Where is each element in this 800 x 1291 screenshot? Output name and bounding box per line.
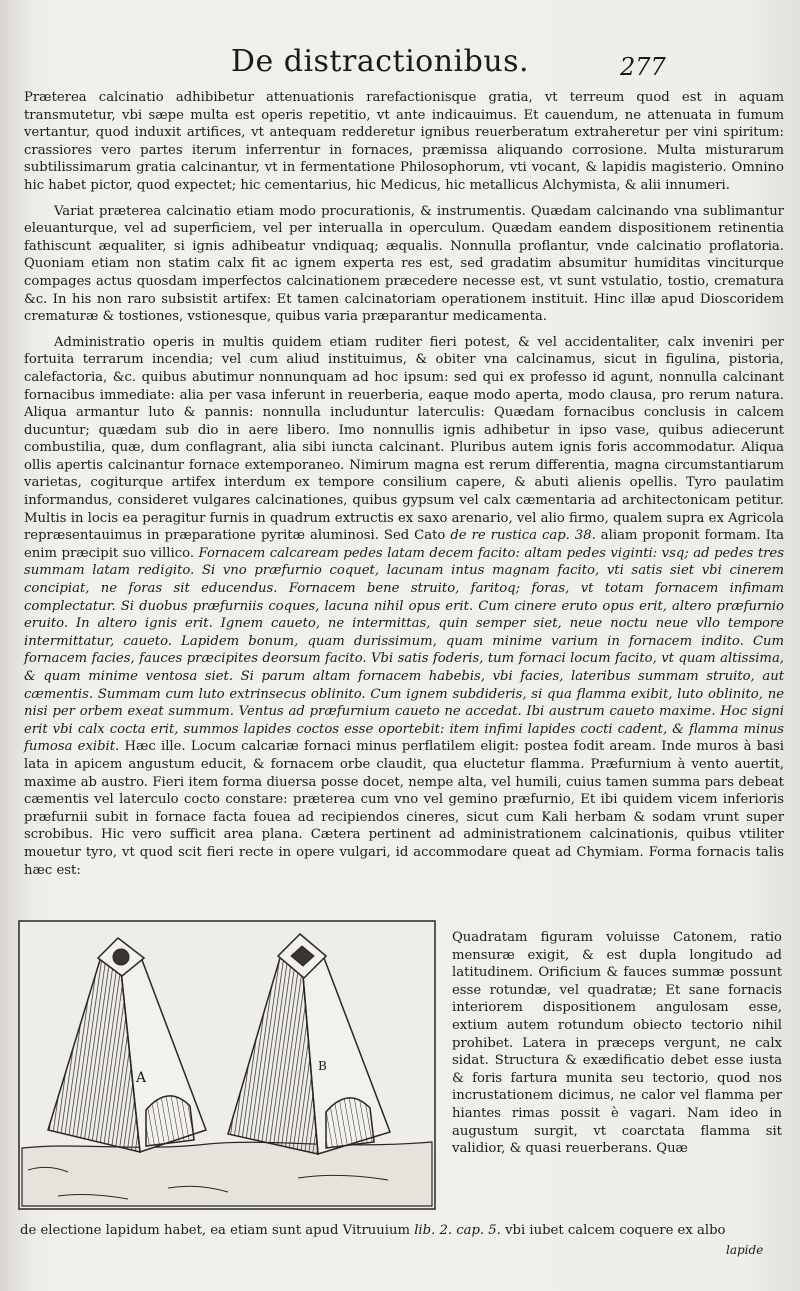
closing-text-b: vbi iubet calcem coquere ex albo xyxy=(505,1223,726,1238)
side-column xyxy=(452,929,782,1158)
citation-vitruvius: lib. 2. cap. 5. xyxy=(414,1223,501,1238)
closing-line xyxy=(20,1222,785,1240)
paragraph-2: Variat præterea calcinatio etiam modo procurationis, & instrumentis. Quædam calcinando vna sublimantur eleuanturque, vel ad superficiem, vel per interualla in operculum. Quædam eandem dispositionem retinentia fathiscunt æqualiter, si ignis adhibeatur vndiquaq; æqualis. Nonnulla proflantur, vnde calcinatio proflatoria. Quoniam etiam non statim calx fit ac ignem experta res est, sed gradatim absumitur humiditas vinciturque compages actus quosdam imperfectos calcinationem præcedere necesse est, vt sunt vstulatio, tostio, crematura &c. In his non raro subsistit artifex: Et tamen calcinatoriam operationem instituit. Hinc illæ apud Dioscoridem crematuræ & tostiones, vstionesque, quibus varia præparantur medicamenta. xyxy=(24,203,784,325)
paragraph-3 xyxy=(24,334,784,879)
running-title: De distractionibus. xyxy=(230,44,530,79)
side-paragraph: Quadratam figuram voluisse Catonem, ratio mensuræ exigit, & est dupla longitudo ad latitudinem. Orificium & fauces summæ possunt esse rotundæ, vel quadratæ; Et sane fornacis interiorem dispositionem angulosam esse, extium autem rotundum obiecto tectorio nihil prohibet. Latera in præceps vergunt, ne calx sidat. Structura & exædificatio debet esse iusta & foris fartura munita seu tectorio, quod nos incrustationem dicimus, ne calor vel flamma per hiantes rimas possit è vagari. Nam ideo in augustum surgit, vt coarctata flamma sit validior, & quasi reuerberans. Quæ xyxy=(452,930,782,1157)
furnace-a-mouth xyxy=(146,1096,194,1146)
paragraph-1: Præterea calcinatio adhibibetur attenuationis rarefactionisque gratia, vt terreum quod est in aquam transmutetur, vbi sæpe multa est operis repetitio, vt ante indicauimus. Et cauendum, ne attenuata in fumum vertantur, quod induxit artifices, vt antequam redderetur ignibus reuerberatum extraheretur per vini spiritum: crassiores vero partes iterum inferrentur in fornaces, præmissa aliquando corrosione. Multa misturarum subtilissimarum gratia calcinantur, vt in fermentatione Philosophorum, vti vocant, & lapidis magisterio. Omnino hic habet pictor, quod expectet; hic cementarius, hic Medicus, hic metallicus Alchymista, & alii innumeri. xyxy=(24,90,784,193)
label-b: B xyxy=(318,1059,327,1073)
paragraph-3-text-b: aliam proponit formam. Ita enim præcipit suo villico. xyxy=(24,528,784,561)
furnace-woodcut xyxy=(18,920,436,1210)
furnace-illustration xyxy=(18,920,436,1210)
page-number: 277 xyxy=(620,53,666,81)
citation-cato: de re rustica cap. 38. xyxy=(450,528,596,544)
ground xyxy=(22,1142,432,1206)
label-a: A xyxy=(136,1070,147,1086)
cato-quotation: Fornacem calcaream pedes latam decem facito: altam pedes viginti: vsq; ad pedes tres summam latam redigito. Si vno præfurnio coquet, lacunam intus magnam facito, vti satis siet vbi cinerem concipiat, ne foras sit educendus. Fornacem bene struito, faritoq; foras, vt totam fornacem infimam complectatur. Si duobus præfurniis coques, lacuna nihil opus erit. Cum cinere eruto opus erit, altero præfurnio eruito. In altero ignis erit. Ignem caueto, ne intermittas, quin semper siet, neue noctu neue vllo tempore intermittatur, caueto. Lapidem bonum, quam durissimum, quam minime varium in fornacem indito. Cum fornacem facies, fauces præcipites deorsum facito. Vbi satis foderis, tum fornaci locum facito, vt quam altissima, & quam minime ventosa siet. Si parum altam fornacem habebis, vbi facies, lateribus summam struito, aut cæmentis. Summam cum luto extrinsecus oblinito. Cum ignem subdideris, si qua flamma exibit, luto oblinito, ne nisi per orbem exeat summum. Ventus ad præfurnium caueto ne accedat. Ibi austrum caueto maxime. Hoc signi erit vbi calx cocta erit, summos lapides coctos esse oportebit: item infimi lapides cocti cadent, & flamma minus fumosa exibit. xyxy=(24,545,784,755)
paragraph-3-text-c: Hæc ille. Locum calcariæ fornaci minus perflatilem eligit: postea fodit aream. Inde muros à basi lata in apicem angustum educit, & fornacem orbe claudit, qua eluctetur flamma. Præfurnium à vento auertit, maxime ab austro. Fieri item forma diuersa posse docet, nempe alta, vel humili, cuius tamen summa pars debeat cæmentis vel laterculo cocto constare: præterea cum vno vel gemino præfurnio, Et ibi quidem vicem inferioris præfurnii subit in fornace facta fouea ad recipiendos cineres, sicut cum Kali herbam & sodam vrunt super scrobibus. Hic vero sufficit area plana. Cætera pertinent ad administrationem calcinationis, quibus vtiliter mouetur tyro, vt quod scit fieri recte in opere vulgari, id accommodare queat ad Chymiam. Forma fornacis talis hæc est: xyxy=(24,739,784,878)
furnace-b-mouth xyxy=(326,1098,374,1148)
main-text xyxy=(24,89,784,887)
closing-text-a: de electione lapidum habet, ea etiam sunt apud Vitruuium xyxy=(20,1223,410,1238)
paragraph-3-text-a: Administratio operis in multis quidem etiam ruditer fieri potest, & vel accidentaliter, calx inveniri per fortuita terrarum incendia; vel cum aliud instituimus, & obiter vna calcinamus, sicut in figulina, pistoria, calefactoria, &c. quibus abutimur nonnunquam ad hoc ipsum: sed qui ex professo id agunt, nonnulla calcinant fornacibus immediate: alia per vasa inferunt in reuerberia, eaque modo aperta, modo clausa, pro rerum natura. Aliqua armantur luto & pannis: nonnulla includuntur laterculis: Quædam fornacibus conclusis in calcem ducuntur; quædam sub dio in aere libero. Imo nonnullis ignis adhibetur in ipso vase, quibus adiecerunt combustilia, quæ, dum conflagrant, alia sibi iuncta calcinant. Pluribus autem ignis foris accommodatur. Aliqua ollis apertis calcinantur fornace extemporaneo. Nimirum magna est rerum differentia, magna circumstantiarum varietas, cogiturque artifex interdum ex tempore consilium capere, & abuti alienis opellis. Tyro paulatim informandus, consideret vulgares calcinationes, quibus gypsum vel calx cæmentaria ad architectonicam petitur. Multis in locis ea peragitur furnis in quadrum extructis ex saxo arenario, vel alio firmo, qualem supra ex Agricola repræsentauimus in præparatione pyritæ aluminosi. Sed Cato xyxy=(24,334,784,544)
catchword: lapide xyxy=(726,1243,764,1257)
